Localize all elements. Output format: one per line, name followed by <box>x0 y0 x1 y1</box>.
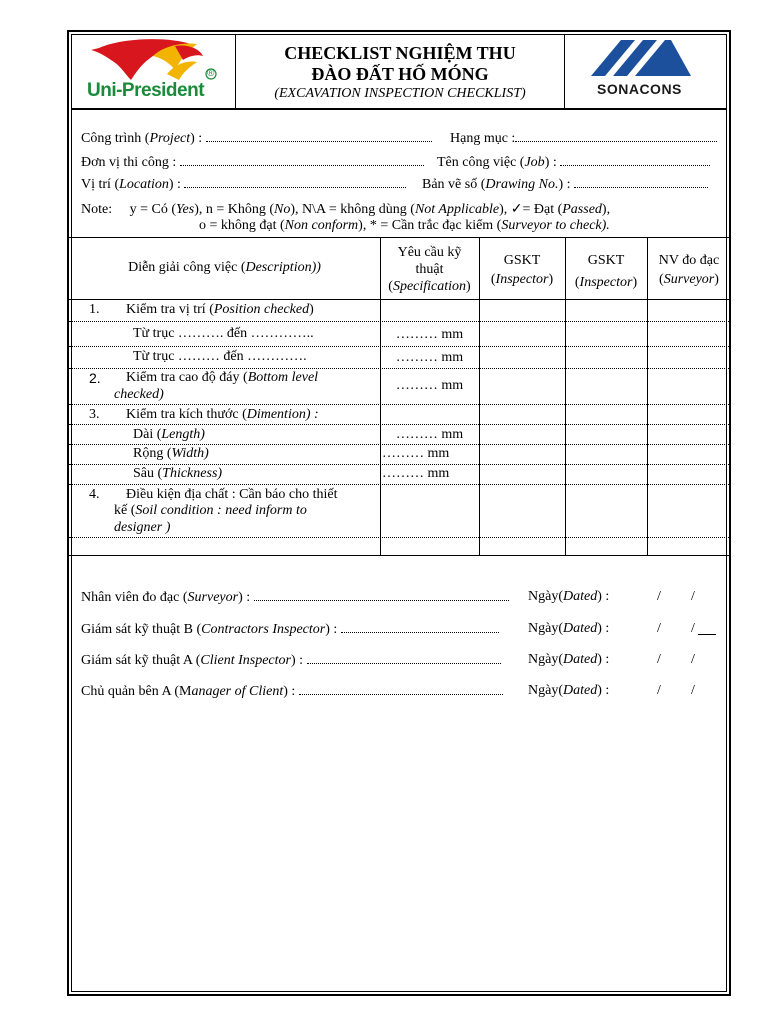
row-4-number: 4. <box>89 487 100 502</box>
contractor-inspector-signature-field[interactable]: Giám sát kỹ thuật B (Contractors Inspector) : <box>81 621 499 638</box>
row-4-description-end: designer ) <box>114 520 171 535</box>
date-label-3: Ngày(Dated) : <box>528 652 610 667</box>
uni-president-wordmark: Uni-President <box>87 80 205 101</box>
row-2-spec[interactable]: ……… mm <box>395 378 464 393</box>
client-manager-signature-field[interactable]: Chủ quản bên A (Manager of Client) : <box>81 683 503 700</box>
date-underline <box>698 634 716 635</box>
form-title <box>236 34 565 110</box>
row-3a-description: Dài (Length) <box>133 427 205 442</box>
row-1a-spec[interactable]: ……… mm <box>395 327 464 342</box>
date-slash: / <box>691 589 695 604</box>
client-inspector-signature-line[interactable] <box>307 652 501 664</box>
contractor-unit-input-line[interactable] <box>180 154 424 166</box>
note-line-2: o = không đạt (Non conform), * = Cần trắc đạc kiểm (Surveyor to check). <box>199 218 610 233</box>
client-inspector-signature-field[interactable]: Giám sát kỹ thuật A (Client Inspector) : <box>81 652 501 669</box>
form-header <box>71 34 727 110</box>
row-1b-spec[interactable]: ……… mm <box>395 350 464 365</box>
sonacons-logo <box>565 34 727 110</box>
row-3c-description: Sâu (Thickness) <box>133 466 223 481</box>
contractor-unit-field[interactable]: Đơn vị thi công : <box>81 154 424 171</box>
row-4-description-cont: kế (Soil condition : need inform to <box>114 503 307 518</box>
contractor-inspector-signature-line[interactable] <box>341 621 499 633</box>
inspection-table <box>69 237 731 556</box>
column-header-specification: Yêu cầu kỹ thuật (Specification) <box>388 245 471 294</box>
row-3a-spec[interactable]: ……… mm <box>395 427 464 442</box>
date-slash: / <box>657 652 661 667</box>
date-label-4: Ngày(Dated) : <box>528 683 610 698</box>
checkmark-icon: ✓ <box>510 202 523 217</box>
item-input-line[interactable] <box>515 130 717 142</box>
date-slash: / <box>691 621 695 636</box>
location-field[interactable]: Vị trí (Location) : <box>81 176 406 193</box>
row-3c-spec[interactable]: ……… mm <box>382 466 450 481</box>
date-slash: / <box>691 652 695 667</box>
surveyor-signature-field[interactable]: Nhân viên đo đạc (Surveyor) : <box>81 589 509 606</box>
column-header-gskt-1: GSKT (Inspector) <box>490 253 554 287</box>
title-line-1: CHECKLIST NGHIỆM THU <box>284 43 516 63</box>
row-2-description-cont: checked) <box>114 387 164 402</box>
sonacons-wordmark: SONACONS <box>597 81 682 97</box>
row-2-number: 2. <box>89 370 101 386</box>
row-1b-description: Từ trục ……… đến …………. <box>133 349 307 364</box>
project-input-line[interactable] <box>206 130 432 142</box>
date-label-1: Ngày(Dated) : <box>528 589 610 604</box>
title-line-2: ĐÀO ĐẤT HỐ MÓNG <box>311 64 489 84</box>
date-slash: / <box>657 621 661 636</box>
location-input-line[interactable] <box>184 176 406 188</box>
registered-mark: ® <box>207 68 215 79</box>
project-field[interactable]: Công trình (Project) : <box>81 130 432 147</box>
row-3-number: 3. <box>89 407 100 422</box>
column-header-gskt-2: GSKT (Inspector) <box>574 253 638 290</box>
row-1-description: Kiểm tra vị trí (Position checked) <box>126 302 314 317</box>
client-manager-signature-line[interactable] <box>299 683 503 695</box>
date-slash: / <box>691 683 695 698</box>
job-field[interactable]: Tên công việc (Job) : <box>437 154 710 171</box>
date-label-2: Ngày(Dated) : <box>528 621 610 636</box>
row-2-description: Kiểm tra cao độ đáy (Bottom level <box>126 370 319 385</box>
note-line-1: Note: y = Có (Yes), n = Không (No), N\A = không dùng (Not Applicable), ✓= Đạt (Passed), <box>81 202 611 217</box>
uni-president-logo <box>71 34 236 110</box>
column-header-surveyor: NV đo đạc (Surveyor) <box>658 253 720 287</box>
row-3b-description: Rộng (Width) <box>133 446 209 461</box>
drawing-no-field[interactable]: Bản vẽ số (Drawing No.) : <box>422 176 708 193</box>
item-field[interactable]: Hạng mục : <box>450 130 717 147</box>
row-4-description: Điều kiện địa chất : Cần báo cho thiết <box>126 487 338 502</box>
date-slash: / <box>657 683 661 698</box>
title-line-3: (EXCAVATION INSPECTION CHECKLIST) <box>274 86 526 101</box>
row-3-description: Kiểm tra kích thước (Dimention) : <box>126 407 319 422</box>
column-header-description: Diễn giải công việc (Description)) <box>128 260 321 275</box>
drawing-no-input-line[interactable] <box>574 176 708 188</box>
row-1a-description: Từ trục ………. đến ………….. <box>133 326 314 341</box>
row-1-number: 1. <box>89 302 100 317</box>
date-slash: / <box>657 589 661 604</box>
surveyor-signature-line[interactable] <box>254 589 509 601</box>
row-3b-spec[interactable]: ……… mm <box>382 446 450 461</box>
job-input-line[interactable] <box>560 154 710 166</box>
sonacons-mountain-icon <box>565 34 727 110</box>
